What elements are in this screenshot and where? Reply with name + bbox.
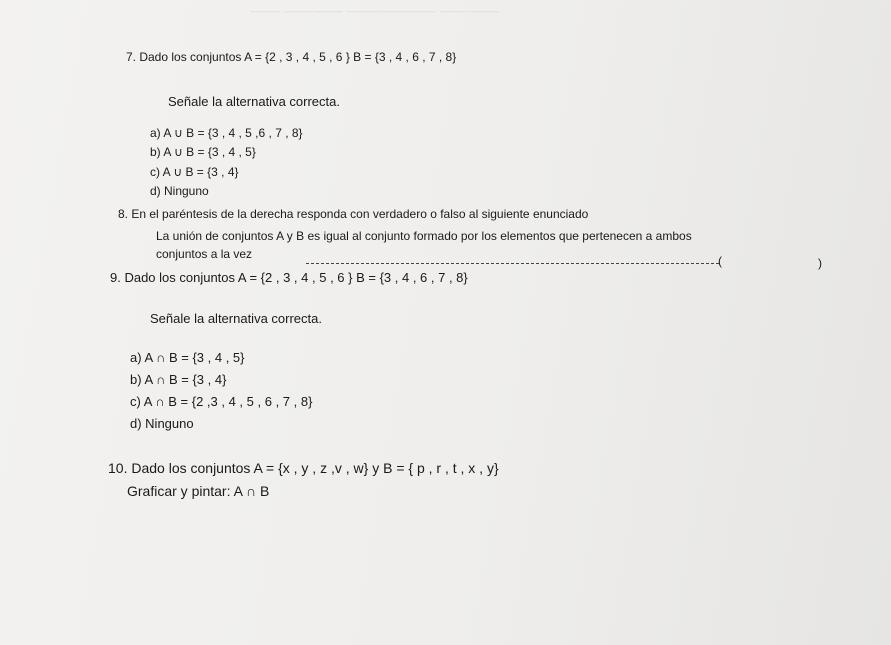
q10-statement: 10. Dado los conjuntos A = {x , y , z ,v , w} y B = { p , r , t , x , y} <box>108 460 499 476</box>
q7-option-d: d) Ninguno <box>150 184 209 198</box>
q7-option-c: c) A ∪ B = {3 , 4} <box>150 165 239 179</box>
q9-statement: 9. Dado los conjuntos A = {2 , 3 , 4 , 5 , 6 } B = {3 , 4 , 6 , 7 , 8} <box>110 270 468 285</box>
q9-option-a: a) A ∩ B = {3 , 4 , 5} <box>130 350 245 365</box>
q9-option-b: b) A ∩ B = {3 , 4} <box>130 372 227 387</box>
q8-proposition-line2: conjuntos a la vez <box>156 247 253 261</box>
q7-statement: 7. Dado los conjuntos A = {2 , 3 , 4 , 5 , 6 } B = {3 , 4 , 6 , 7 , 8} <box>126 50 457 64</box>
q7-option-a: a) A ∪ B = {3 , 4 , 5 ,6 , 7 , 8} <box>150 126 303 140</box>
q7-option-b: b) A ∪ B = {3 , 4 , 5} <box>150 145 256 159</box>
q7-instruction: Señale la alternativa correcta. <box>168 94 340 109</box>
q8-dotted-leader <box>306 262 719 264</box>
bleed-through-text: ⸻ ⸻⸻ ⸻⸻⸻ ⸻⸻ <box>250 4 500 18</box>
q9-option-d: d) Ninguno <box>130 416 194 431</box>
q8-statement: 8. En el paréntesis de la derecha responda con verdadero o falso al siguiente enunciado <box>118 207 589 221</box>
q9-option-c: c) A ∩ B = {2 ,3 , 4 , 5 , 6 , 7 , 8} <box>130 394 313 409</box>
q10-instruction: Graficar y pintar: A ∩ B <box>127 483 270 499</box>
q8-proposition-line1: La unión de conjuntos A y B es igual al conjunto formado por los elementos que pertenecen a ambos <box>156 229 692 243</box>
q8-answer-paren-close: ) <box>818 256 822 270</box>
q8-answer-paren-open: ( <box>718 254 722 268</box>
q9-instruction: Señale la alternativa correcta. <box>150 311 322 326</box>
